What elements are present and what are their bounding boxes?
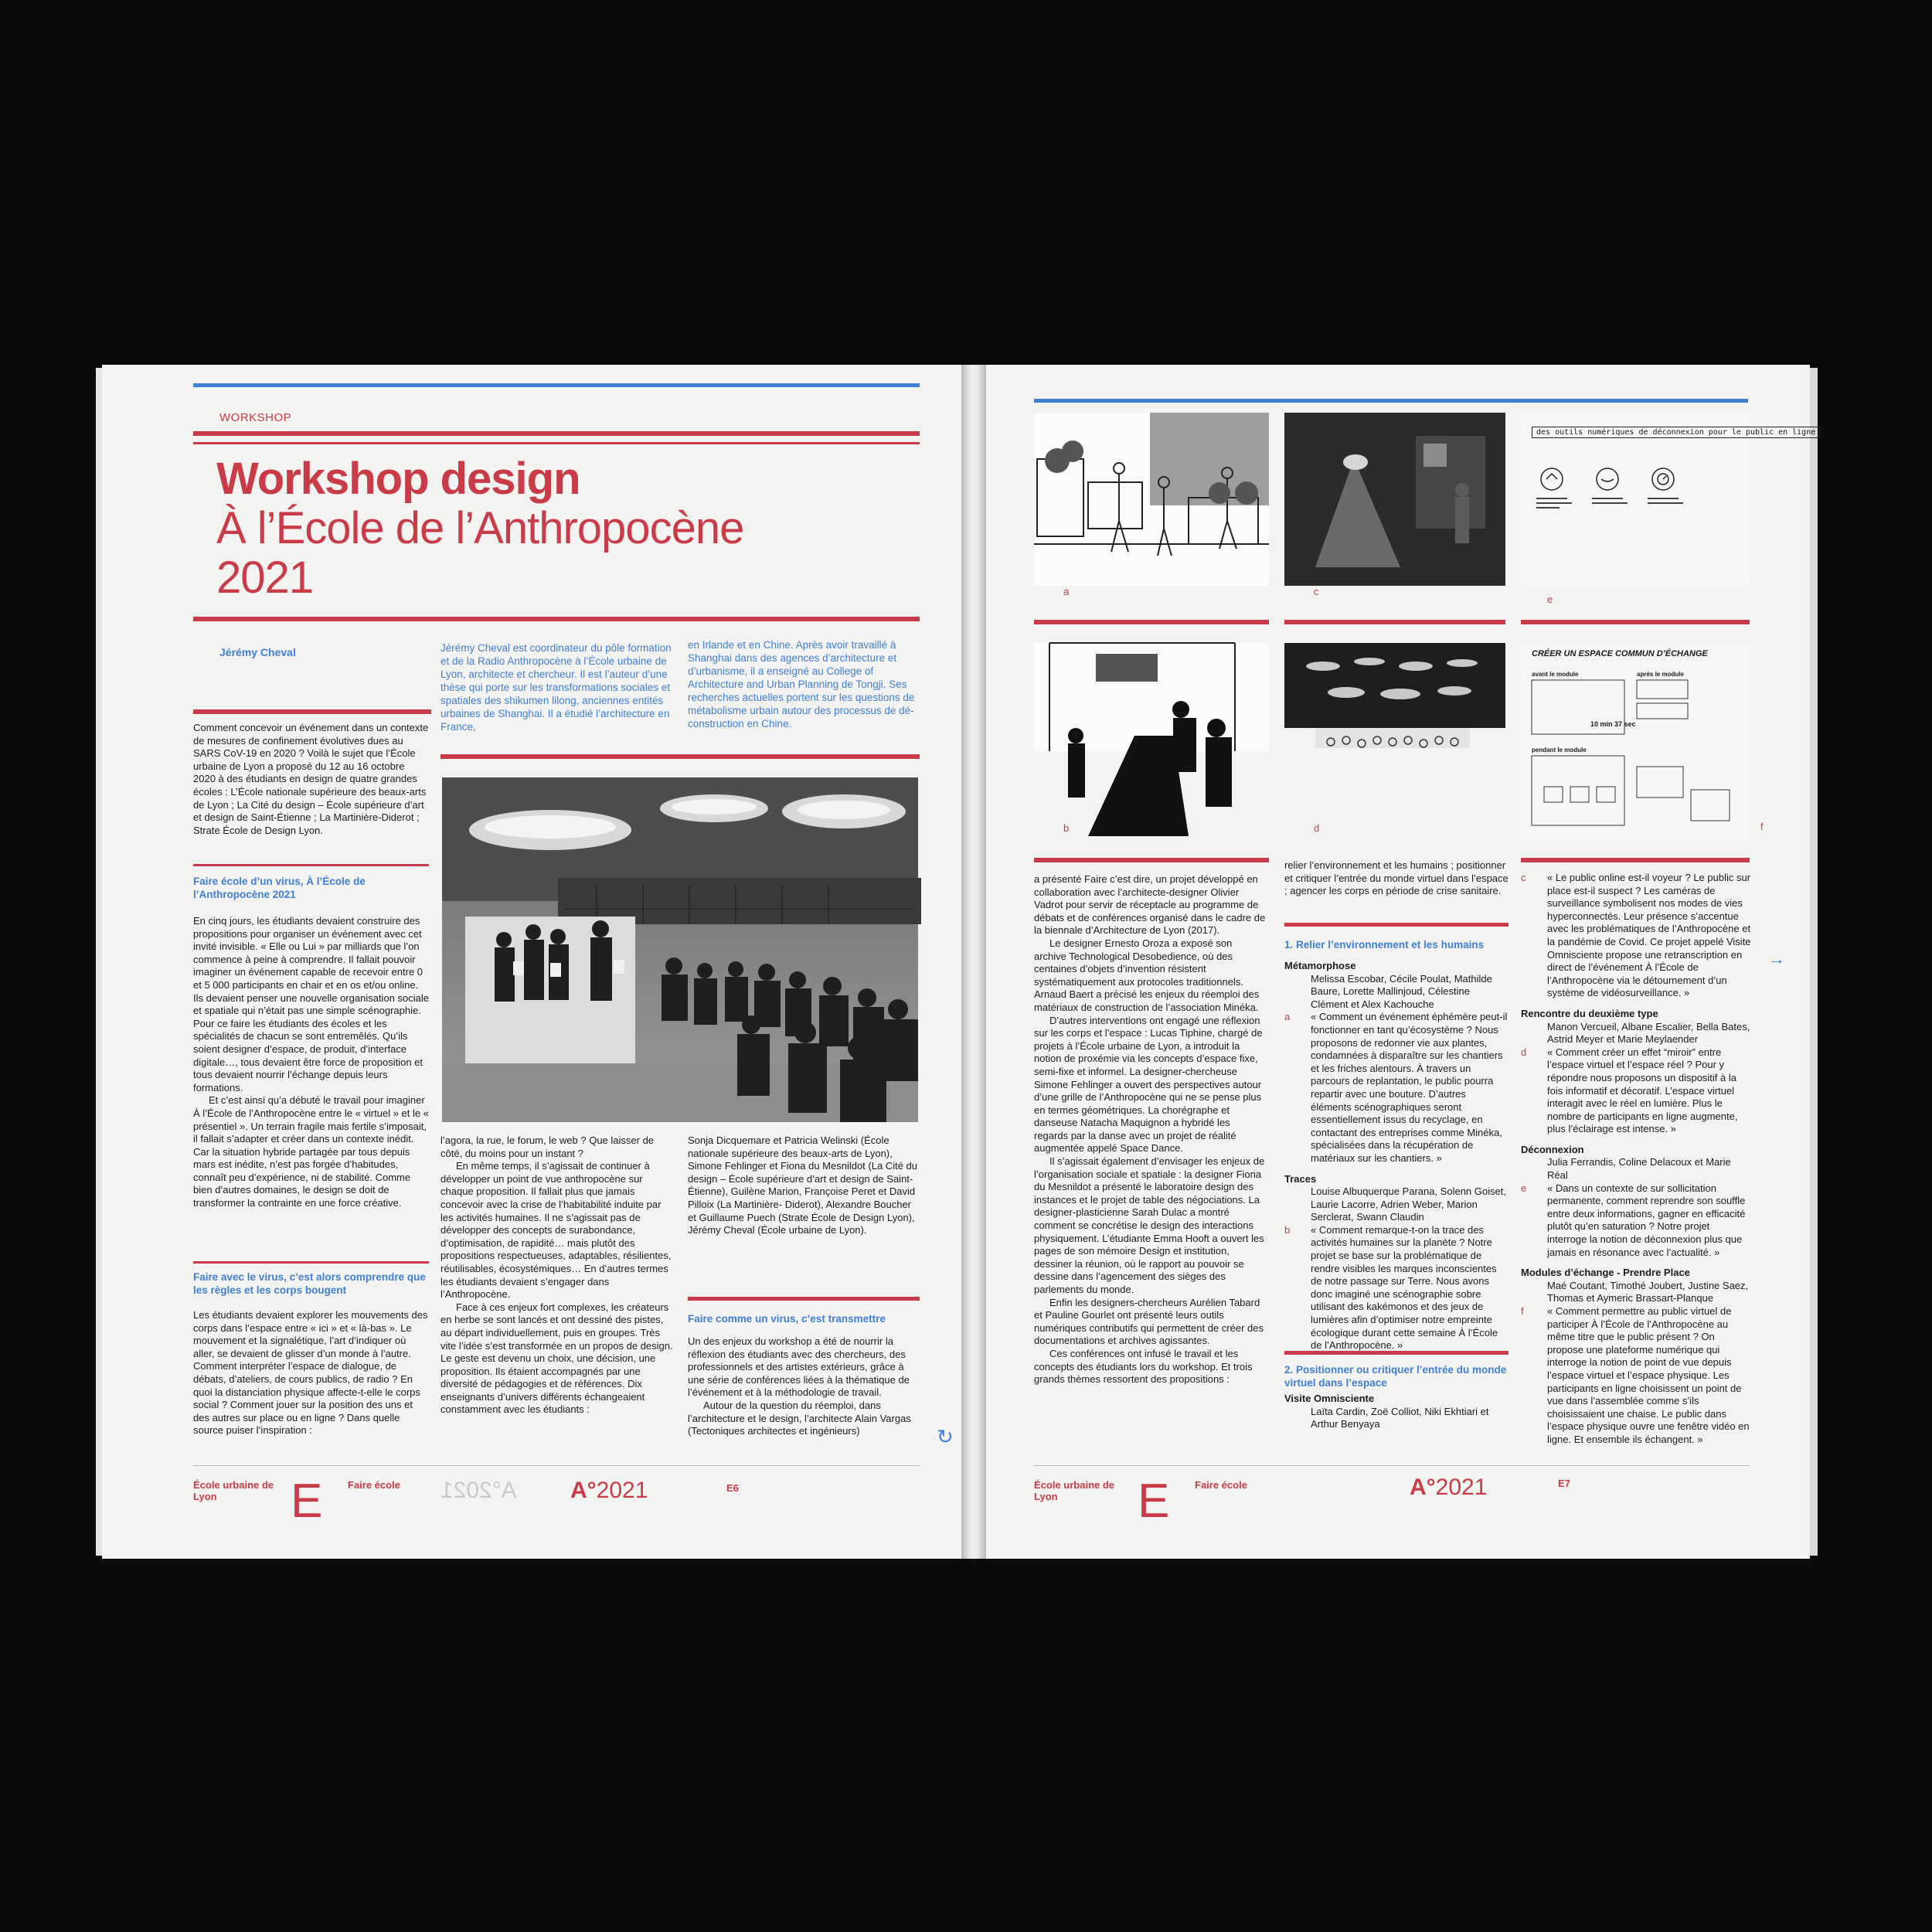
footer-org: École urbaine de Lyon — [193, 1479, 274, 1502]
col3-body: Sonja Dicquemare et Patricia Welinski (École nationale supérieure des beaux-arts de Lyon), Simone Fehlinger et Fiona du Mesnildot (La Cité du design – École supérieure d’art et design de Saint-Étienne), Guilène Marion, Françoise Peret et David Pilloix (La Martinière- Diderot), Alexandre Boucher et Guillaume Puech (Strate École de Design Lyon), Jérémy Cheval (École urbaine de Lyon). — [688, 1134, 917, 1236]
right-sub1-rule — [1284, 923, 1509, 927]
author-bio-col1: Jérémy Cheval est coordinateur du pôle formation et de la Radio Anthropocène à l’École urbaine de Lyon, architecte et chercheur. Il est l’auteur d’une thèse qui porte sur les transformations sociales et spatiales des shikumen lilong, anciennes entités urbaines de Shanghai. Il a étudié l’architecture en France, — [440, 642, 672, 733]
group-deconnexion-names: Julia Ferrandis, Coline Delacoux et Marie Réal — [1547, 1156, 1731, 1182]
bio-rule — [440, 754, 920, 759]
caption-a: a — [1063, 586, 1070, 597]
right-footer-section: Faire école — [1195, 1479, 1247, 1491]
article-year: 2021 — [216, 553, 314, 603]
sub2-rule — [193, 1261, 429, 1264]
author-bio-col2: en Irlande et en Chine. Après avoir travaillé à Shanghai dans des agences d’architecture et d’urbanisme, il a enseigné au College of Architecture and Urban Planning de Tongji. Ses recherches actuelles portent sur les questions de métabolisme urbain autour des processus de dé-construction en Chine. — [688, 639, 915, 730]
group-deconnexion-quote: e « Dans un contexte de sur sollicitation permanente, comment reprendre son souffle entre deux informations, gagner en efficacité plutôt qu’en saturation ? Notre projet interroge la notion de déconnexion plus que jamais en résonance avec l’actualité. » — [1521, 1182, 1746, 1258]
title-rule — [193, 617, 920, 621]
footer-page-number: E6 — [726, 1482, 739, 1494]
intro-paragraph: Comment concevoir un événement dans un contexte de mesures de confinement évolutives dues au SARS CoV-19 en 2020 ? Voilà le sujet que l’École urbaine de Lyon a proposé du 12 au 16 octobre 2020 à des étudiants en design de quatre grandes écoles : L’École nationale supérieure des beaux-arts de Lyon ; La Cité du design – École supérieure d’art et design de Saint-Étienne ; La Martinière-Diderot ; Strate École de Design Lyon. — [193, 722, 429, 836]
group-modules-title: Modules d’échange - Prendre Place — [1521, 1267, 1690, 1279]
footer-section: Faire école — [348, 1479, 400, 1491]
group-visite-quote: c « Le public online est-il voyeur ? Le public sur place est-il suspect ? Les caméras de surveillance symbolisent nos modes de vies hyperconnectés. Leur présence s’accentue avec les problématiques de l’Anthropocène et la pandémie de Covid. Ce projet appelé Visite Omnisciente propose une retranscription en direct de l’événement À l’École de l’Anthropocène via le détournement d’un système de vidéosurveillance. » — [1521, 872, 1751, 999]
group-traces-quote: b « Comment remarque-t-on la trace des activités humaines sur la planète ? Notre projet se base sur la problématique de rendre visibles les marques inconscientes de notre passage sur Terre. Nous avons donc imaginé une scénographie sobre utilisant des kakémonos et des jeux de lumières afin d’optimiser notre empreinte écologique durant cette semaine À l’École de l’Anthropocène. » — [1284, 1223, 1498, 1352]
article-title: Workshop design — [216, 454, 580, 504]
figure-c-drawing — [1284, 413, 1505, 586]
figure-b-drawing — [1034, 643, 1269, 839]
right-footer-rule — [1034, 1465, 1750, 1466]
figure-b — [1034, 643, 1269, 839]
fig-rule-1 — [1034, 620, 1269, 624]
figure-a-drawing — [1034, 413, 1269, 586]
workshop-photo — [442, 777, 918, 1122]
top-blue-rule — [193, 383, 920, 387]
group-modules-names: Maé Coutant, Timothé Joubert, Justine Saez, Thomas et Aymeric Brassart-Planque — [1547, 1279, 1749, 1304]
col1-body-2: Les étudiants devaient explorer les mouvements des corps dans l’espace entre « ici » et « là-bas ». Le mouvement et la signalétique, l’art d’indiquer où aller, se devaient de glisser d’un monde à l’autre. Comment interpréter l’espace de dialogue, de débats, d’ateliers, de cours publics, de radio ? En quoi la distanciation physique affecte-t-elle le corps social ? Comment jouer sur la position des uns et des autres sur place ou en ligne ? Dans quelle source puiser l’inspiration : — [193, 1309, 428, 1437]
sub1-rule — [193, 864, 429, 866]
right-subheading-2: 2. Positionner ou critiquer l’entrée du monde virtuel dans l’espace — [1284, 1364, 1507, 1389]
subheading-3: Faire comme un virus, c’est transmettre — [688, 1313, 886, 1325]
col1-rule — [193, 709, 431, 714]
caption-c: c — [1314, 586, 1319, 597]
kicker-rule-thin — [193, 442, 920, 444]
footer-letter: E — [291, 1475, 323, 1528]
top-blue-rule-right — [1034, 399, 1748, 403]
gutter — [961, 365, 986, 1559]
subheading-2: Faire avec le virus, c’est alors comprendre que les règles et les corps bougent — [193, 1271, 426, 1296]
figure-f-time: 10 min 37 sec — [1590, 720, 1636, 728]
footer-rule — [193, 1465, 920, 1466]
caption-d: d — [1314, 822, 1320, 834]
figure-e — [1521, 413, 1816, 586]
right-col3-body — [1521, 872, 1751, 1447]
figure-f-title: CRÉER UN ESPACE COMMUN D’ÉCHANGE — [1532, 649, 1708, 658]
text-rule-3 — [1521, 858, 1750, 862]
fig-rule-2 — [1284, 620, 1505, 624]
figure-f-during: pendant le module — [1532, 747, 1587, 753]
right-subheading-1: 1. Relier l’environnement et les humains — [1284, 939, 1485, 951]
figure-e-icons — [1521, 413, 1750, 586]
right-col1-body: a présenté Faire c’est dire, un projet développé en collaboration avec l’architecte-designer Olivier Vadrot pour servir de réceptacle au programme de débats et de conférences organisé dans le cadre de la biennale d’Architecture de Lyon (2017). Le designer Ernesto Oroza a exposé son archive Technological Desobedience, où des centaines d’objets d’invention résistent systématiquement aux protocoles traditionnels. Arnaud Baert a précisé les enjeux du réemploi des matériaux de construction de l’association Minéka. D’autres interventions ont engagé une réflexion sur les corps et l’espace : Lucas Tiphine, chargé de projets à l’École urbaine de Lyon, a introduit la notion de proxémie via les concepts d’espace fixe, semi-fixe et informel. La designer-chercheuse Simone Fehlinger a ouvert des perspectives autour d’une grille de l’Anthropocène qui ne se pense plus en termes géométriques. La chorégraphe et danseuse Natacha Maquignon a hybridé les regards par la danse avec un projet de réalité augmentée appelé Space Dance. Il s’agissait également d’envisager les enjeux de l’organisation sociale et spatiale : la designer Fiona du Mesnildot a présenté le laboratoire design des instances et le projet de table des négociations. La designer-plasticienne Sarah Dulac a montré comment se concrétise le design des interactions physiquement. L’étudiante Emma Hooft a ouvert les pages de son mémoire Design et institution, dessiner la réunion, où le rapport au pouvoir se dessine dans l’agencement des sièges des parlements du monde. Enfin les designers-chercheurs Aurélien Tabard et Pauline Gourlet ont présenté leurs outils numériques contributifs qui permettent de créer des documentations et archives agissantes. Ces conférences ont infusé le travail et les concepts des étudiants lors du workshop. Et trois grands thèmes ressortent des propositions : — [1034, 873, 1266, 1386]
col3-body-2: Un des enjeux du workshop a été de nourrir la réflexion des étudiants avec des chercheurs, des professionnels et des artistes extérieurs, grâce à une série de conférences liées à la thématique de l’événement et à la méthodologie de travail. Autour de la question du réemploi, dans l’architecture et le design, l’architecte Alain Vargas (Tectoniques architectes et ingénieurs) — [688, 1335, 911, 1437]
group-traces-title: Traces — [1284, 1172, 1317, 1185]
col1-body: En cinq jours, les étudiants devaient construire des propositions pour organiser un événement avec cet invité invisible. « Elle ou Lui » par milliards que l’on commence à peine à comprendre. Il fallait pouvoir imaginer un événement capable de recevoir entre 0 et 5 000 participants en chair et en os et/ou online. Ils devaient penser une nouvelle organisation sociale et spatiale qui n’était pas une simple scénographie. Pour ce faire les étudiants des écoles et les spécialités de chacun se sont entremêlés. Qu’ils soient designer d’espace, de produit, d’interface digitale…, tous devaient être force de proposition et tous devaient nourrir l’échange depuis leurs formations. Et c’est ainsi qu’a débuté le travail pour imaginer À l’École de l’Anthropocène entre le « virtuel » et le « présentiel ». Un terrain fragile mais fertile s’imposait, il fallait s’adapter et créer dans un contexte inédit. Car la situation hybride partagée par tous depuis mars est inédite, n’est pas forgée d’habitudes, connaît peu d’expérience, ni de stabilité. Comme bien d’autres domaines, le design se doit de transformer la contrainte en une force créative. — [193, 915, 429, 1209]
col2-body: l’agora, la rue, le forum, le web ? Que laisser de côté, du moins pour un instant ? En même temps, il s’agissait de continuer à développer un point de vue anthropocène sur chaque proposition. Il fallait plus que jamais concevoir avec la crise de l’habitabilité induite par les activités humaines. Il ne s’agissait pas de développer des concepts de surabondance, d’optimisation, de rapidité… mais plutôt des propositions respectueuses, adaptables, résilientes, réutilisables, écosystémiques… En d’autres termes les étudiants devaient s’engager dans l’Anthropocène. Face à ces enjeux fort complexes, les créateurs en herbe se sont lancés et ont dessiné des pistes, au départ individuellement, puis en groupes. Très vite l’idée s’est transformée en un propos de design. Le geste est devenu un choix, une décision, une proposition. Ils étaient accompagnés par une diversité de pédagogies et de références. Dix enseignants d’univers différents échangeaient constamment avec les étudiants : — [440, 1134, 673, 1416]
caption-b: b — [1063, 822, 1070, 834]
group-metamorphose-quote: a « Comment un événement éphémère peut-il fonctionner en tant qu’écosystème ? Nous proposons de redonner vie aux plantes, condamnées à disparaître sur les chantiers et les friches alentours. À travers un parcours de replantation, le public pourra repartir avec une bouture. D’autres éléments scénographiques seront essentiellement issus du recyclage, en contactant des entreprises comme Minéka, spécialisées dans la récupération de matériaux sur les chantiers. » — [1284, 1011, 1508, 1164]
group-rencontre-names: Manon Vercueil, Albane Escalier, Bella Bates, Astrid Meyer et Marie Meylaender — [1547, 1020, 1750, 1046]
group-metamorphose-names: Melissa Escobar, Cécile Poulat, Mathilde Baure, Lorette Mallinjoud, Célestine Clément et Alex Kachouche — [1311, 972, 1492, 1010]
group-rencontre-quote: d « Comment créer un effet “miroir” entre l’espace virtuel et l’espace réel ? Pour y répondre nous proposons un dispositif à la fois informatif et décoratif. L’espace virtuel interagit avec le réel en lumière. Plus le nombre de participants en ligne augmente, plus l’éclairage est intense. » — [1521, 1046, 1738, 1135]
workshop-photo-image — [442, 777, 918, 1122]
group-visite-title: Visite Omnisciente — [1284, 1393, 1375, 1404]
right-footer-org: École urbaine de Lyon — [1034, 1479, 1115, 1502]
right-col2-body: relier l’environnement et les humains ; positionner et critiquer l’entrée du monde virtuel dans l’espace ; agencer les corps en période de crise sanitaire. — [1284, 859, 1509, 897]
article-subtitle: À l’École de l’Anthropocène — [216, 503, 744, 553]
group-deconnexion-title: Déconnexion — [1521, 1143, 1584, 1155]
group-metamorphose-title: Métamorphose — [1284, 960, 1356, 971]
footer-ghost-text: A°2021 — [440, 1478, 517, 1503]
fig-rule-3 — [1521, 620, 1750, 624]
right-page — [986, 365, 1816, 1559]
next-page-arrow-icon[interactable]: → — [1768, 949, 1785, 968]
right-sub2-rule — [1284, 1351, 1509, 1355]
group-traces-names: Louise Albuquerque Parana, Solenn Goiset, Laurie Lacorre, Adrien Weber, Marion Serclerat, Swann Claudin — [1311, 1185, 1506, 1223]
left-page — [102, 365, 961, 1559]
group-modules-quote: f « Comment permettre au public virtuel de participer À l’École de l’Anthropocène au même titre que le public présent ? On propose une plateforme numérique qui interroge la notion de point de vue depuis l’espace virtuel et l’espace physique. Les participants en ligne choisissent un point de vue dans l’assemblée comme s’ils choisissaient une chaise. Le public dans l’espace physique ouvre une fenêtre vidéo en ligne. Et ensemble ils échangent. » — [1521, 1305, 1750, 1445]
kicker-rule — [193, 431, 920, 436]
figure-d — [1284, 643, 1505, 839]
figure-e-title: des outils numériques de déconnexion pour le public en ligne — [1532, 427, 1820, 438]
author-name: Jérémy Cheval — [219, 646, 296, 658]
figure-a — [1034, 413, 1269, 586]
page-turn-arrow-icon[interactable]: ↻ — [937, 1425, 954, 1448]
figure-f-after: après le module — [1637, 671, 1684, 678]
right-footer-page-number: E7 — [1558, 1478, 1570, 1489]
right-footer-letter: E — [1138, 1475, 1170, 1528]
sub3-rule — [688, 1297, 920, 1301]
section-kicker: WORKSHOP — [219, 411, 292, 424]
subheading-1: Faire école d’un virus, À l’École de l’Anthropocène 2021 — [193, 876, 366, 900]
caption-e: e — [1547, 594, 1553, 605]
figure-f-wireframes — [1521, 643, 1750, 839]
figure-c — [1284, 413, 1505, 586]
figure-f — [1521, 643, 1750, 839]
right-footer-logo: A°2021 — [1410, 1475, 1488, 1500]
caption-f: f — [1760, 821, 1764, 832]
right-col2-groups-2 — [1284, 1385, 1509, 1431]
group-rencontre-title: Rencontre du deuxième type — [1521, 1007, 1658, 1019]
right-col2-groups — [1284, 952, 1509, 1352]
figure-f-before: avant le module — [1532, 671, 1579, 678]
footer-logo: A°2021 — [570, 1478, 648, 1503]
figure-d-drawing — [1284, 643, 1505, 839]
group-visite-names: Laïta Cardin, Zoë Colliot, Niki Ekhtiari et Arthur Benyaya — [1311, 1405, 1489, 1430]
text-rule-1 — [1034, 858, 1269, 862]
